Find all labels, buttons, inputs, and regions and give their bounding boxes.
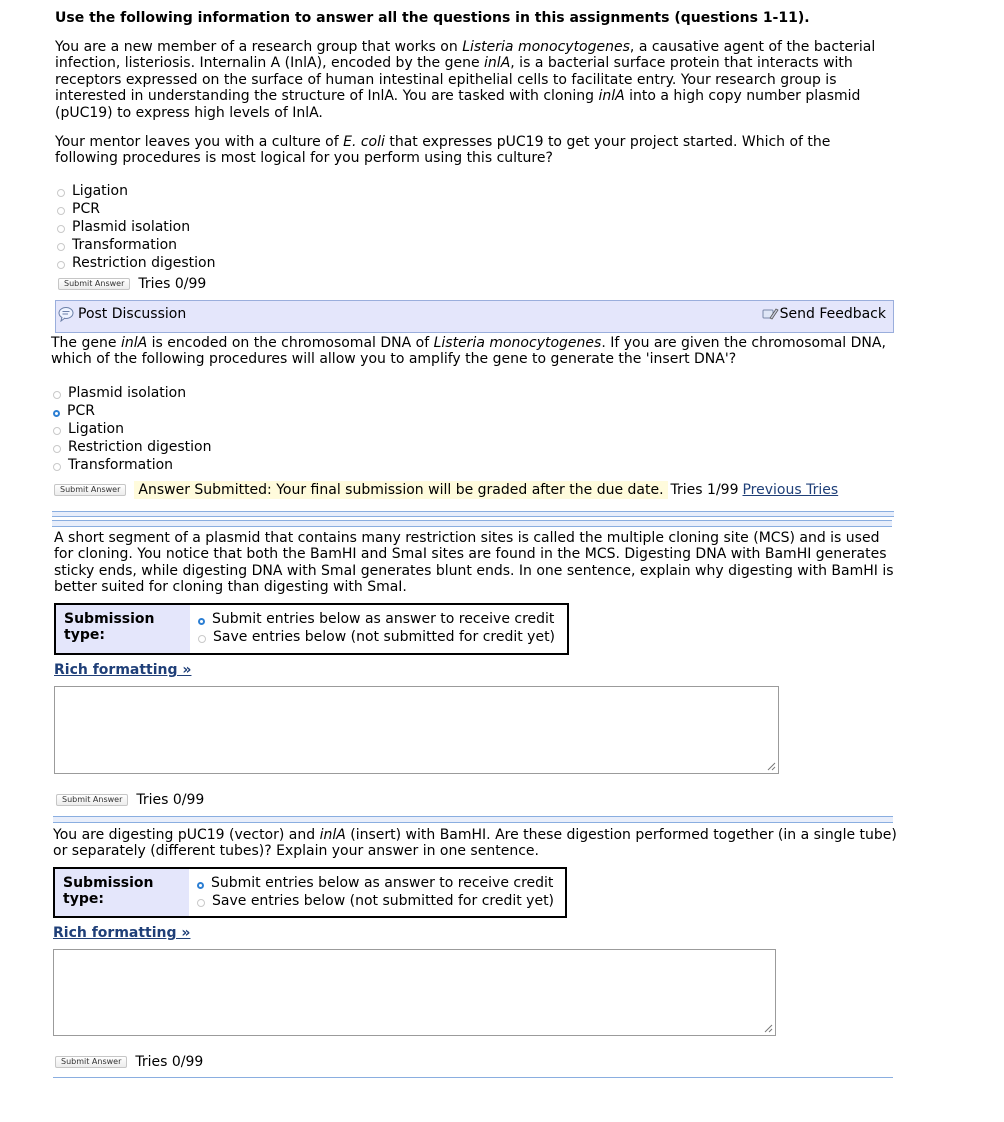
option-label: Restriction digestion: [72, 255, 216, 271]
intro-heading: Use the following information to answer all the questions in this assignments (questions 1-11).: [55, 10, 810, 26]
radio-button[interactable]: [57, 207, 65, 215]
option-label: Save entries below (not submitted for credit yet): [213, 629, 556, 645]
option-label: PCR: [72, 201, 100, 217]
radio-button-selected[interactable]: [198, 618, 205, 625]
radio-button[interactable]: [57, 189, 65, 197]
radio-button[interactable]: [53, 445, 61, 453]
q1-text-a: Your mentor leaves you with a culture of: [55, 134, 344, 150]
q2-option[interactable]: [53, 438, 212, 456]
q2-option[interactable]: [53, 420, 212, 438]
radio-button-selected[interactable]: [53, 410, 60, 417]
q3-rich-formatting-link[interactable]: [54, 662, 191, 678]
radio-button[interactable]: [57, 225, 65, 233]
save-option[interactable]: [198, 628, 555, 646]
q3-submission-type: [54, 603, 569, 655]
feedback-icon: [761, 306, 779, 322]
intro-gene: inlA: [484, 55, 511, 72]
radio-button[interactable]: [57, 261, 65, 269]
radio-button[interactable]: [197, 899, 205, 907]
submit-for-credit-option[interactable]: [198, 610, 555, 628]
q4-prompt: [53, 827, 898, 860]
q4-rich-formatting-link[interactable]: [53, 925, 190, 941]
submit-for-credit-option[interactable]: [197, 874, 554, 892]
q4-submit-button[interactable]: Submit Answer: [55, 1056, 127, 1068]
resize-handle-icon[interactable]: [763, 1023, 773, 1033]
option-label: Submit entries below as answer to receive credit: [212, 611, 555, 627]
q2-organism: Listeria monocytogenes: [433, 335, 602, 351]
send-feedback-link[interactable]: [761, 306, 886, 322]
option-label: Plasmid isolation: [72, 219, 191, 235]
q1-option[interactable]: [57, 200, 216, 218]
option-label: Plasmid isolation: [68, 385, 187, 401]
q2-options: [53, 384, 212, 474]
submission-type-options: [189, 869, 562, 916]
rich-formatting-label: Rich formatting »: [54, 662, 192, 678]
intro-gene-2: inlA: [598, 88, 625, 105]
option-label: Ligation: [68, 421, 124, 437]
discussion-icon: [58, 306, 76, 322]
save-option[interactable]: [197, 892, 554, 910]
intro-text-3: , is a bacterial surface protein that interacts with receptors expressed on the surface of human intestinal epithelial cells to facilitate entry. Your research group is interested in understanding the structure of InlA. You are tasked with cloning: [55, 55, 853, 105]
q1-tries: Tries 0/99: [138, 276, 207, 292]
q2-text-b: is encoded on the chromosomal DNA of: [147, 335, 434, 351]
q4-text-a: You are digesting pUC19 (vector) and: [53, 827, 320, 843]
discussion-bar: [55, 300, 894, 333]
q3-text: A short segment of a plasmid that contains many restriction sites is called the multiple cloning site (MCS) and is used for cloning. You notice that both the BamHI and SmaI sites are found in the MCS. Digesting DNA with BamHI generates sticky ends, while digesting DNA with SmaI generates blunt ends. In one sentence, explain why digesting with BamHI is better suited for cloning than digesting with SmaI.: [54, 530, 894, 596]
intro-text-1: You are a new member of a research group that works on: [55, 39, 463, 55]
option-label: Submit entries below as answer to receive credit: [211, 875, 554, 891]
post-discussion-link[interactable]: [58, 306, 186, 322]
q4-answer-textarea[interactable]: [53, 949, 776, 1036]
q2-submitted-message: Answer Submitted: Your final submission will be graded after the due date.: [134, 481, 667, 499]
radio-button[interactable]: [57, 243, 65, 251]
q2-option-selected[interactable]: [53, 402, 212, 420]
q4-text-b: (insert) with BamHI. Are these digestion performed together (in a single tube) or separately (different tubes)? Explain your answer in one sentence.: [53, 827, 897, 860]
q1-options: [57, 182, 216, 272]
q2-option[interactable]: [53, 456, 212, 474]
submission-type-label: Submission type:: [56, 605, 190, 653]
q1-submit-button[interactable]: Submit Answer: [58, 278, 130, 290]
option-label: Save entries below (not submitted for credit yet): [212, 893, 555, 909]
q4-submit-row: [55, 1052, 203, 1072]
section-divider: [53, 816, 893, 823]
section-divider: [52, 511, 894, 517]
q2-text-a: The gene: [51, 335, 121, 351]
intro-text-2: , a causative agent of the bacterial infection, listeriosis. Internalin A (InlA), encoded by the gene: [55, 39, 876, 72]
option-label: Transformation: [68, 457, 174, 473]
q1-option[interactable]: [57, 236, 216, 254]
q2-text-c: . If you are given the chromosomal DNA, which of the following procedures will allow you to amplify the gene to generate the 'insert DNA'?: [51, 335, 886, 368]
q4-submission-type: [53, 867, 567, 918]
option-label: PCR: [67, 403, 95, 419]
q3-submit-button[interactable]: Submit Answer: [56, 794, 128, 806]
resize-handle-icon[interactable]: [766, 761, 776, 771]
q1-ecoli: E. coli: [343, 134, 385, 150]
option-label: Ligation: [72, 183, 128, 199]
q2-tries: Tries 1/99: [670, 482, 739, 498]
q1-prompt: [55, 134, 895, 167]
radio-button[interactable]: [53, 391, 61, 399]
q2-previous-tries-link[interactable]: Previous Tries: [742, 482, 839, 498]
intro-paragraph: [55, 39, 895, 121]
q2-submit-button[interactable]: Submit Answer: [54, 484, 126, 496]
q2-option[interactable]: [53, 384, 212, 402]
q4-gene: inlA: [319, 827, 346, 843]
q2-submit-row: [54, 480, 838, 500]
q3-answer-textarea[interactable]: [54, 686, 779, 774]
radio-button[interactable]: [53, 427, 61, 435]
q4-tries: Tries 0/99: [135, 1054, 204, 1070]
q1-option[interactable]: [57, 218, 216, 236]
rich-formatting-label: Rich formatting »: [53, 925, 191, 941]
radio-button[interactable]: [198, 635, 206, 643]
radio-button[interactable]: [53, 463, 61, 471]
q3-tries: Tries 0/99: [136, 792, 205, 808]
intro-text-4: into a high copy number plasmid (pUC19) to express high levels of InlA.: [55, 88, 861, 121]
option-label: Restriction digestion: [68, 439, 212, 455]
q2-prompt: [51, 335, 896, 368]
q1-submit-row: [58, 274, 206, 294]
q1-option[interactable]: [57, 254, 216, 272]
section-divider: [52, 520, 892, 527]
submission-type-options: [190, 605, 563, 653]
q1-option[interactable]: [57, 182, 216, 200]
intro-section: [55, 10, 895, 27]
radio-button-selected[interactable]: [197, 882, 204, 889]
send-feedback-label: Send Feedback: [779, 306, 886, 322]
option-label: Transformation: [72, 237, 178, 253]
q1-text-b: that expresses pUC19 to get your project started. Which of the following procedures is most logical for you perform using this culture?: [55, 134, 831, 167]
intro-organism: Listeria monocytogenes: [462, 39, 630, 55]
q2-gene: inlA: [120, 335, 148, 351]
bottom-divider: [53, 1077, 893, 1078]
q3-submit-row: [56, 790, 204, 810]
q3-prompt: [54, 530, 894, 596]
submission-type-label: Submission type:: [55, 869, 189, 916]
post-discussion-label: Post Discussion: [78, 306, 187, 322]
